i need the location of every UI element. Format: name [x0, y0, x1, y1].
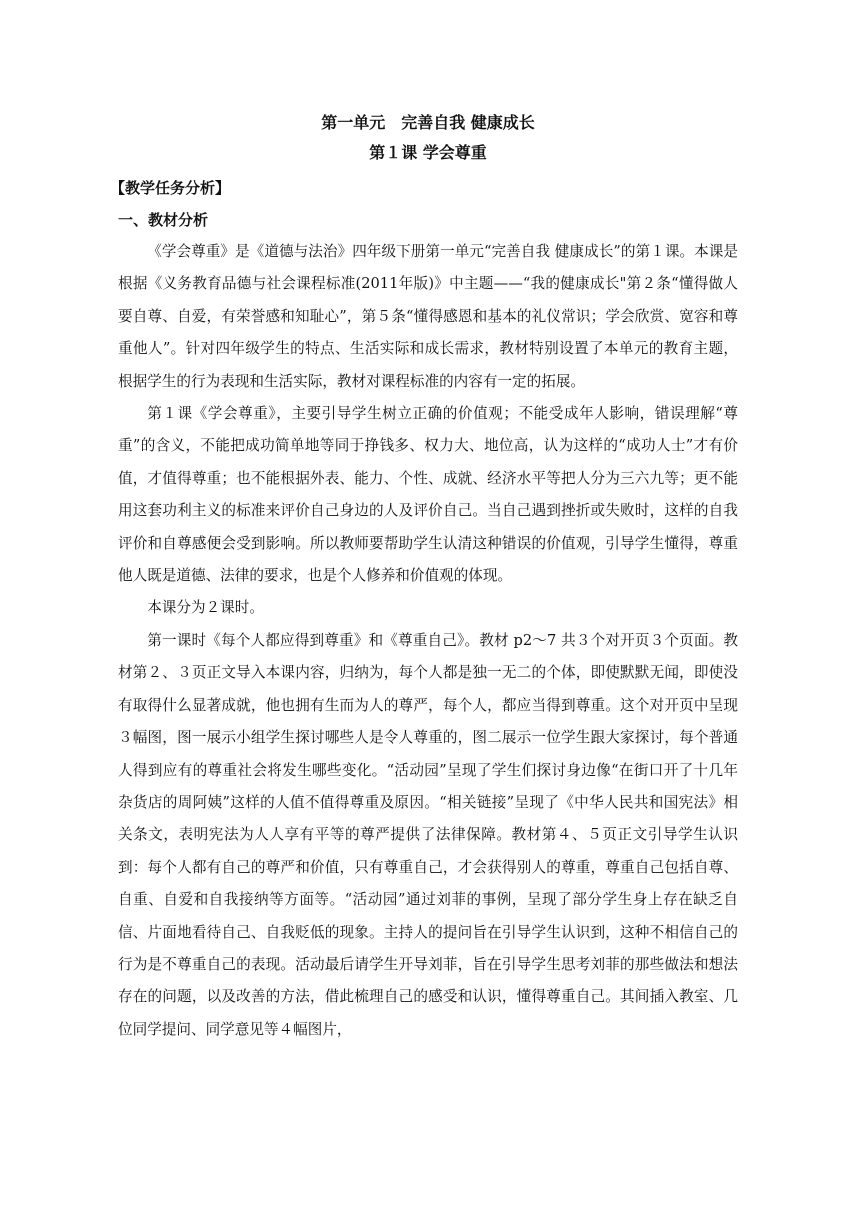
paragraph-2: 第１课《学会尊重》，主要引导学生树立正确的价值观；不能受成年人影响，错误理解“尊重”的含义，不能把成功简单地等同于挣钱多、权力大、地位高，认为这样的“成功人士”才有价值，才值得尊重；也不能根据外表、能力、个性、成就、经济水平等把人分为三六九等；更不能用这套功利主义的标准来评价自己身边的人及评价自己。当自己遇到挫折或失败时，这样的自我评价和自尊感便会受到影响。所以教师要帮助学生认清这种错误的价值观，引导学生懂得，尊重他人既是道德、法律的要求，也是个人修养和价值观的体现。 — [118, 405, 738, 585]
document-body — [110, 108, 738, 1046]
subsection-heading: 一、教材分析 — [118, 211, 209, 229]
paragraph-3: 本课分为２课时。 — [147, 599, 264, 617]
section-heading: 【教学任务分析】 — [110, 179, 231, 197]
paragraph-4: 第一课时《每个人都应得到尊重》和《尊重自己》。教材 p2～7 共３个对开页３个页面。教材第２、３页正文导入本课内容，归纳为，每个人都是独一无二的个体，即使默默无闻，即使没有取得什么显著成就，他也拥有生而为人的尊严，每个人，都应当得到尊重。这个对开页中呈现３幅图，图一展示小组学生探讨哪些人是令人尊重的，图二展示一位学生跟大家探讨，每个普通人得到应有的尊重社会将发生哪些变化。“活动园”呈现了学生们探讨身边像“在街口开了十几年杂货店的周阿姨”这样的人值不值得尊重及原因。“相关链接”呈现了《中华人民共和国宪法》相关条文，表明宪法为人人享有平等的尊严提供了法律保障。教材第４、５页正文引导学生认识到：每个人都有自己的尊严和价值，只有尊重自己，才会获得别人的尊重，尊重自己包括自尊、自重、自爱和自我接纳等方面等。“活动园”通过刘菲的事例，呈现了部分学生身上存在缺乏自信、片面地看待自己、自我贬低的现象。主持人的提问旨在引导学生认识到，这种不相信自己的行为是不尊重自己的表现。活动最后请学生开导刘菲，旨在引导学生思考刘菲的那些做法和想法存在的问题，以及改善的方法，借此梳理自己的感受和认识，懂得尊重自己。其间插入教室、几位同学提问、同学意见等４幅图片， — [118, 631, 738, 1038]
unit-title: 第一单元 完善自我 健康成长 — [321, 113, 535, 132]
lesson-title: 第１课 学会尊重 — [369, 143, 487, 162]
paragraph-1: 《学会尊重》是《道德与法治》四年级下册第一单元“完善自我 健康成长”的第１课。本课是根据《义务教育品德与社会课程标准(2011年版)》中主题——“我的健康成长"第２条“懂得做人要自尊、自爱，有荣誉感和知耻心”，第５条“懂得感恩和基本的礼仪常识；学会欣赏、宽容和尊重他人”。针对四年级学生的特点、生活实际和成长需求，教材特别设置了本单元的教育主题，根据学生的行为表现和生活实际，教材对课程标准的内容有一定的拓展。 — [118, 243, 738, 390]
